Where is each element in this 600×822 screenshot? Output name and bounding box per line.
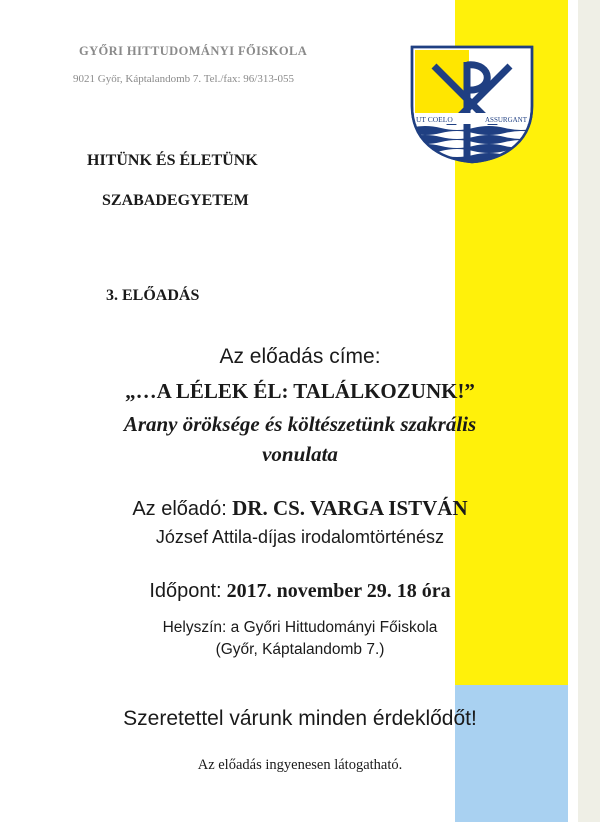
lecture-number: 3. ELŐADÁS <box>106 287 200 304</box>
series-title-line2: SZABADEGYETEM <box>102 192 249 209</box>
event-venue-line1: Helyszín: a Győri Hittudományi Főiskola <box>162 619 438 636</box>
lecture-title: „…A LÉLEK ÉL: TALÁLKOZUNK!” <box>125 379 475 403</box>
org-address: 9021 Győr, Káptalandomb 7. Tel./fax: 96/313-055 <box>73 73 294 85</box>
event-time-label: Időpont: <box>149 580 222 602</box>
welcome-message: Szeretettel várunk minden érdeklődőt! <box>123 707 477 730</box>
college-crest-icon <box>409 44 535 164</box>
side-stripe-gap <box>568 0 578 822</box>
crest-motto-left: UT COELO <box>416 115 453 124</box>
event-venue-line2: (Győr, Káptalandomb 7.) <box>215 641 385 658</box>
lecture-title-label: Az előadás címe: <box>219 345 381 368</box>
event-time-value: 2017. november 29. 18 óra <box>226 580 451 602</box>
lecture-subtitle-line2: vonulata <box>262 442 338 466</box>
org-name: GYŐRI HITTUDOMÁNYI FŐISKOLA <box>79 44 308 58</box>
free-entry-note: Az előadás ingyenesen látogatható. <box>197 757 403 773</box>
crest-motto-right: ASSURGANT <box>485 116 528 124</box>
grey-side-stripe <box>578 0 600 822</box>
series-title-line1: HITÜNK ÉS ÉLETÜNK <box>87 152 258 169</box>
lecture-subtitle-line1: Arany öröksége és költészetünk szakrális <box>123 412 477 436</box>
speaker-label: Az előadó: <box>132 498 227 520</box>
speaker-name: DR. CS. VARGA ISTVÁN <box>232 496 468 520</box>
event-time-line <box>0 580 600 603</box>
speaker-description: József Attila-díjas irodalomtörténész <box>155 527 445 547</box>
speaker-line <box>0 496 600 521</box>
